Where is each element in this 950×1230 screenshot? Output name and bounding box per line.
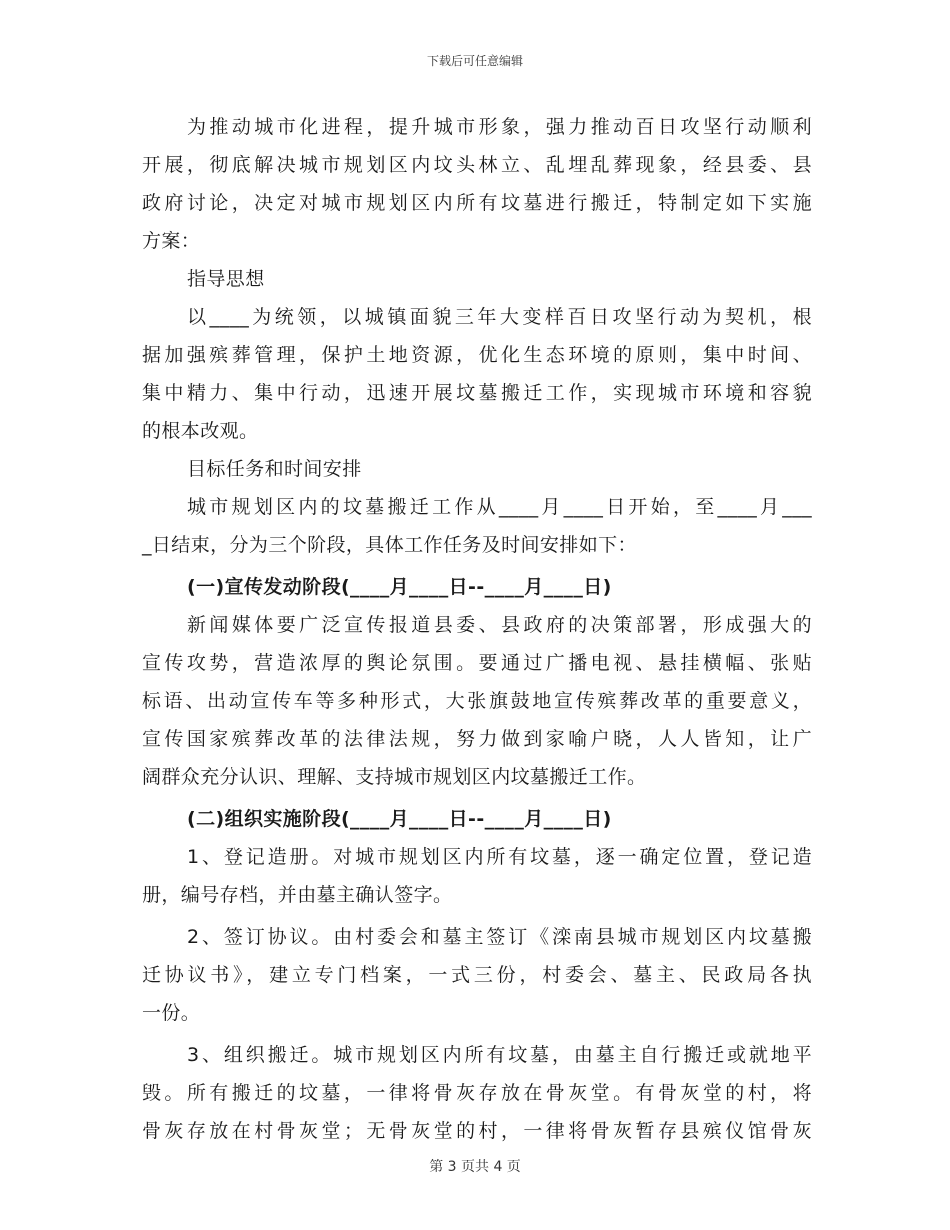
paragraph-line: 宣传攻势，营造浓厚的舆论氛围。要通过广播电视、悬挂横幅、张贴 — [142, 652, 812, 674]
section-heading: 目标任务和时间安排 — [187, 458, 362, 480]
stage-heading: (一)宣传发动阶段(____月____日--____月____日) — [187, 576, 612, 598]
paragraph-line: 政府讨论，决定对城市规划区内所有坟墓进行搬迁，特制定如下实施 — [142, 192, 812, 214]
paragraph-line: 集中精力、集中行动，迅速开展坟墓搬迁工作，实现城市环境和容貌 — [142, 382, 812, 404]
paragraph-line: 据加强殡葬管理，保护土地资源，优化生态环境的原则，集中时间、 — [142, 344, 812, 366]
page-footer: 第 3 页共 4 页 — [429, 1159, 521, 1175]
paragraph-line: _日结束，分为三个阶段，具体工作任务及时间安排如下： — [142, 534, 637, 556]
paragraph-line: 为推动城市化进程，提升城市形象，强力推动百日攻坚行动顺利 — [187, 116, 812, 138]
paragraph-line: 1、登记造册。对城市规划区内所有坟墓，逐一确定位置，登记造 — [187, 846, 812, 868]
document-body — [142, 108, 812, 1150]
paragraph-line: 迁协议书》，建立专门档案，一式三份，村委会、墓主、民政局各执 — [142, 964, 812, 986]
paragraph-line: 3、组织搬迁。城市规划区内所有坟墓，由墓主自行搬迁或就地平 — [187, 1044, 812, 1066]
paragraph-line: 开展，彻底解决城市规划区内坟头林立、乱埋乱葬现象，经县委、县 — [142, 154, 812, 176]
paragraph-line: 的根本改观。 — [142, 420, 259, 442]
paragraph-line: 册，编号存档，并由墓主确认签字。 — [142, 884, 453, 906]
stage-heading: (二)组织实施阶段(____月____日--____月____日) — [187, 808, 612, 830]
paragraph-line: 一份。 — [142, 1002, 201, 1024]
page-header: 下载后可任意编辑 — [426, 54, 523, 68]
paragraph-line: 毁。所有搬迁的坟墓，一律将骨灰存放在骨灰堂。有骨灰堂的村，将 — [142, 1082, 812, 1104]
paragraph-line: 城市规划区内的坟墓搬迁工作从____月____日开始，至____月___ — [187, 496, 812, 518]
paragraph-line: 宣传国家殡葬改革的法律法规，努力做到家喻户晓，人人皆知，让广 — [142, 728, 812, 750]
paragraph-line: 2、签订协议。由村委会和墓主签订《滦南县城市规划区内坟墓搬 — [187, 926, 812, 948]
paragraph-line: 阔群众充分认识、理解、支持城市规划区内坟墓搬迁工作。 — [142, 766, 647, 788]
section-heading: 指导思想 — [187, 268, 265, 290]
paragraph-line: 标语、出动宣传车等多种形式，大张旗鼓地宣传殡葬改革的重要意义， — [142, 690, 812, 712]
paragraph-line: 方案： — [142, 230, 201, 252]
paragraph-line: 以____为统领，以城镇面貌三年大变样百日攻坚行动为契机，根 — [187, 306, 812, 328]
paragraph-line: 骨灰存放在村骨灰堂；无骨灰堂的村，一律将骨灰暂存县殡仪馆骨灰 — [142, 1120, 812, 1142]
paragraph-line: 新闻媒体要广泛宣传报道县委、县政府的决策部署，形成强大的 — [187, 614, 812, 636]
